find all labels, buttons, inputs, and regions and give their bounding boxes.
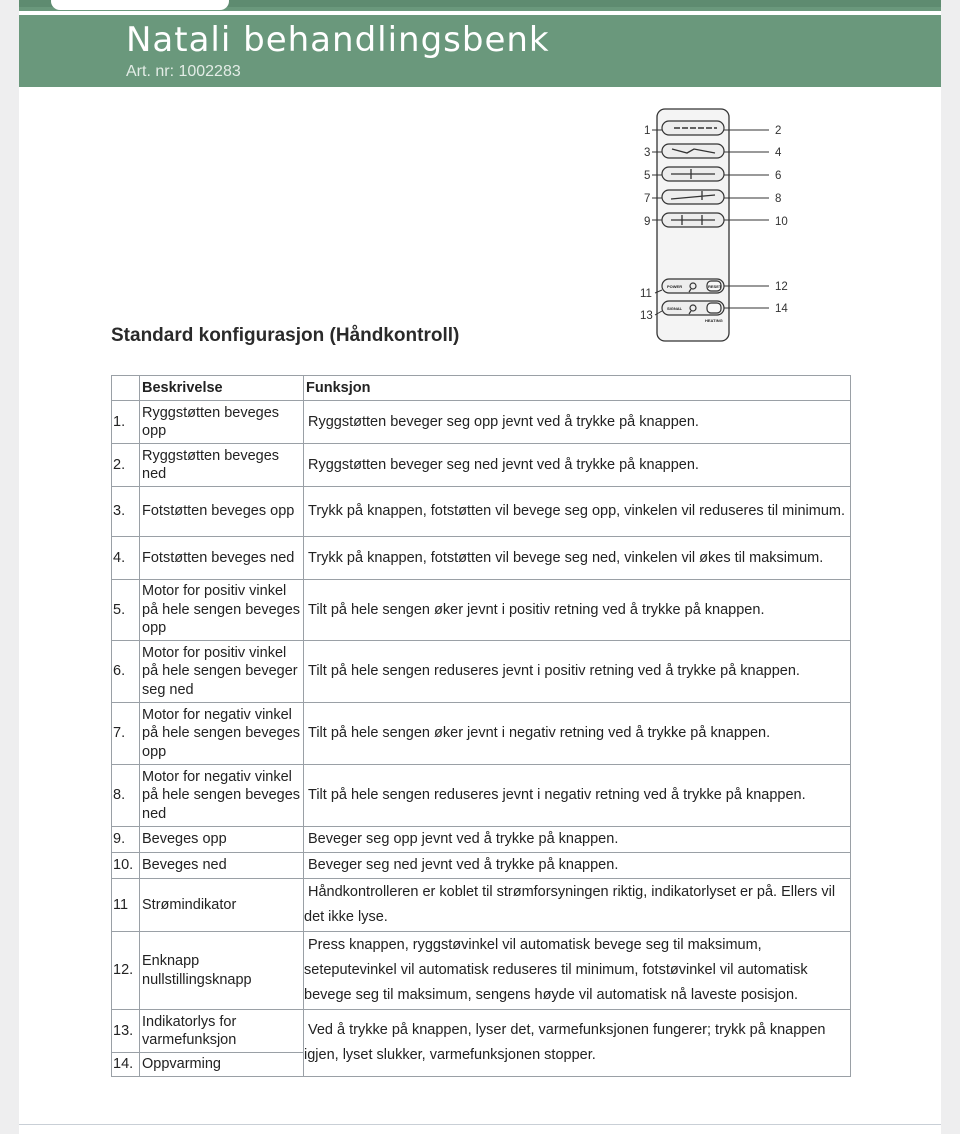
row-description: Beveges opp (140, 827, 304, 853)
header-description: Beskrivelse (140, 376, 304, 401)
table-row (112, 932, 851, 1010)
table-row (112, 765, 851, 827)
callout-label: 2 (775, 125, 782, 137)
table-row (112, 580, 851, 641)
row-number: 14. (112, 1053, 140, 1077)
row-number: 5. (112, 580, 140, 641)
row-description: Motor for negativ vinkel på hele sengen beveges ned (140, 765, 304, 827)
row-number: 8. (112, 765, 140, 827)
header-tab (51, 0, 229, 10)
power-label: POWER (667, 284, 683, 289)
row-description: Ryggstøtten beveges opp (140, 401, 304, 444)
row-description: Ryggstøtten beveges ned (140, 444, 304, 487)
callout-label: 8 (775, 193, 782, 205)
header-function: Funksjon (304, 376, 851, 401)
header-num (112, 376, 140, 401)
row-function: Tilt på hele sengen øker jevnt i negativ retning ved å trykke på knappen. (304, 703, 851, 765)
row-function: Trykk på knappen, fotstøtten vil bevege seg ned, vinkelen vil økes til maksimum. (304, 537, 851, 580)
table-row (112, 879, 851, 932)
table-row (112, 487, 851, 537)
table-row (112, 444, 851, 487)
table-row (112, 641, 851, 703)
row-function: Tilt på hele sengen øker jevnt i positiv retning ved å trykke på knappen. (304, 580, 851, 641)
row-description: Motor for positiv vinkel på hele sengen beveger seg ned (140, 641, 304, 703)
function-table (111, 375, 851, 1077)
row-number: 9. (112, 827, 140, 853)
hand-control-diagram (619, 105, 789, 350)
section-heading: Standard konfigurasjon (Håndkontroll) (111, 325, 460, 346)
article-number: Art. nr: 1002283 (126, 63, 241, 80)
row-function: Ryggstøtten beveger seg opp jevnt ved å trykke på knappen. (304, 401, 851, 444)
row-description: Motor for positiv vinkel på hele sengen beveges opp (140, 580, 304, 641)
header-divider (19, 11, 941, 15)
callout-label: 7 (644, 193, 651, 205)
row-number: 3. (112, 487, 140, 537)
row-number: 12. (112, 932, 140, 1010)
row-description: Fotstøtten beveges opp (140, 487, 304, 537)
row-function: Trykk på knappen, fotstøtten vil bevege seg opp, vinkelen vil reduseres til minimum. (304, 487, 851, 537)
callout-label: 13 (640, 310, 653, 322)
row-function: Beveger seg opp jevnt ved å trykke på knappen. (304, 827, 851, 853)
callout-label: 5 (644, 170, 651, 182)
row-description: Motor for negativ vinkel på hele sengen beveges opp (140, 703, 304, 765)
table-row (112, 1010, 851, 1053)
page-title: Natali behandlingsbenk (126, 20, 550, 60)
callout-label: 9 (644, 216, 651, 228)
remote-button-7-8 (662, 190, 724, 204)
row-description: Beveges ned (140, 853, 304, 879)
row-number: 2. (112, 444, 140, 487)
callout-label: 14 (775, 303, 788, 315)
callout-label: 4 (775, 147, 782, 159)
table-row (112, 827, 851, 853)
callout-label: 6 (775, 170, 782, 182)
row-number: 4. (112, 537, 140, 580)
document-page (19, 0, 941, 1134)
row-number: 7. (112, 703, 140, 765)
callout-label: 12 (775, 281, 788, 293)
row-function: Tilt på hele sengen reduseres jevnt i negativ retning ved å trykke på knappen. (304, 765, 851, 827)
row-function: Ved å trykke på knappen, lyser det, varmefunksjonen fungerer; trykk på knappen igjen, lyset slukker, varmefunksjonen stopper. (304, 1010, 851, 1077)
signal-label: SIGNAL (667, 306, 683, 311)
page-header (19, 0, 941, 87)
callout-label: 3 (644, 147, 651, 159)
row-description: Fotstøtten beveges ned (140, 537, 304, 580)
callout-label: 11 (640, 288, 652, 300)
row-number: 10. (112, 853, 140, 879)
row-description: Strømindikator (140, 879, 304, 932)
row-number: 11 (112, 879, 140, 932)
table-row (112, 401, 851, 444)
row-description: Enknapp nullstillingsknapp (140, 932, 304, 1010)
heating-label: HEATING (705, 318, 723, 323)
table-row (112, 853, 851, 879)
remote-button-1-2 (662, 121, 724, 135)
row-number: 1. (112, 401, 140, 444)
remote-button-3-4 (662, 144, 724, 158)
row-number: 6. (112, 641, 140, 703)
row-function: Press knappen, ryggstøvinkel vil automatisk bevege seg til maksimum, seteputevinkel vil automatisk reduseres til minimum, fotstøvinkel vil automatisk bevege seg til maksimum, sengens høyde vil automatisk nå laveste posisjon. (304, 932, 851, 1010)
row-function: Håndkontrolleren er koblet til strømforsyningen riktig, indikatorlyset er på. Ellers vil det ikke lyse. (304, 879, 851, 932)
row-function: Ryggstøtten beveger seg ned jevnt ved å trykke på knappen. (304, 444, 851, 487)
callout-label: 10 (775, 216, 788, 228)
table-row (112, 703, 851, 765)
callout-label: 1 (644, 125, 651, 137)
remote-button-5-6 (662, 167, 724, 181)
row-function: Beveger seg ned jevnt ved å trykke på knappen. (304, 853, 851, 879)
page-bottom-divider (19, 1124, 941, 1125)
row-function: Tilt på hele sengen reduseres jevnt i positiv retning ved å trykke på knappen. (304, 641, 851, 703)
table-header-row (112, 376, 851, 401)
reset-label: RESET (708, 284, 722, 289)
table-row (112, 537, 851, 580)
row-number: 13. (112, 1010, 140, 1053)
remote-button-9-10 (662, 213, 724, 227)
row-description: Oppvarming (140, 1053, 304, 1077)
row-description: Indikatorlys for varmefunksjon (140, 1010, 304, 1053)
